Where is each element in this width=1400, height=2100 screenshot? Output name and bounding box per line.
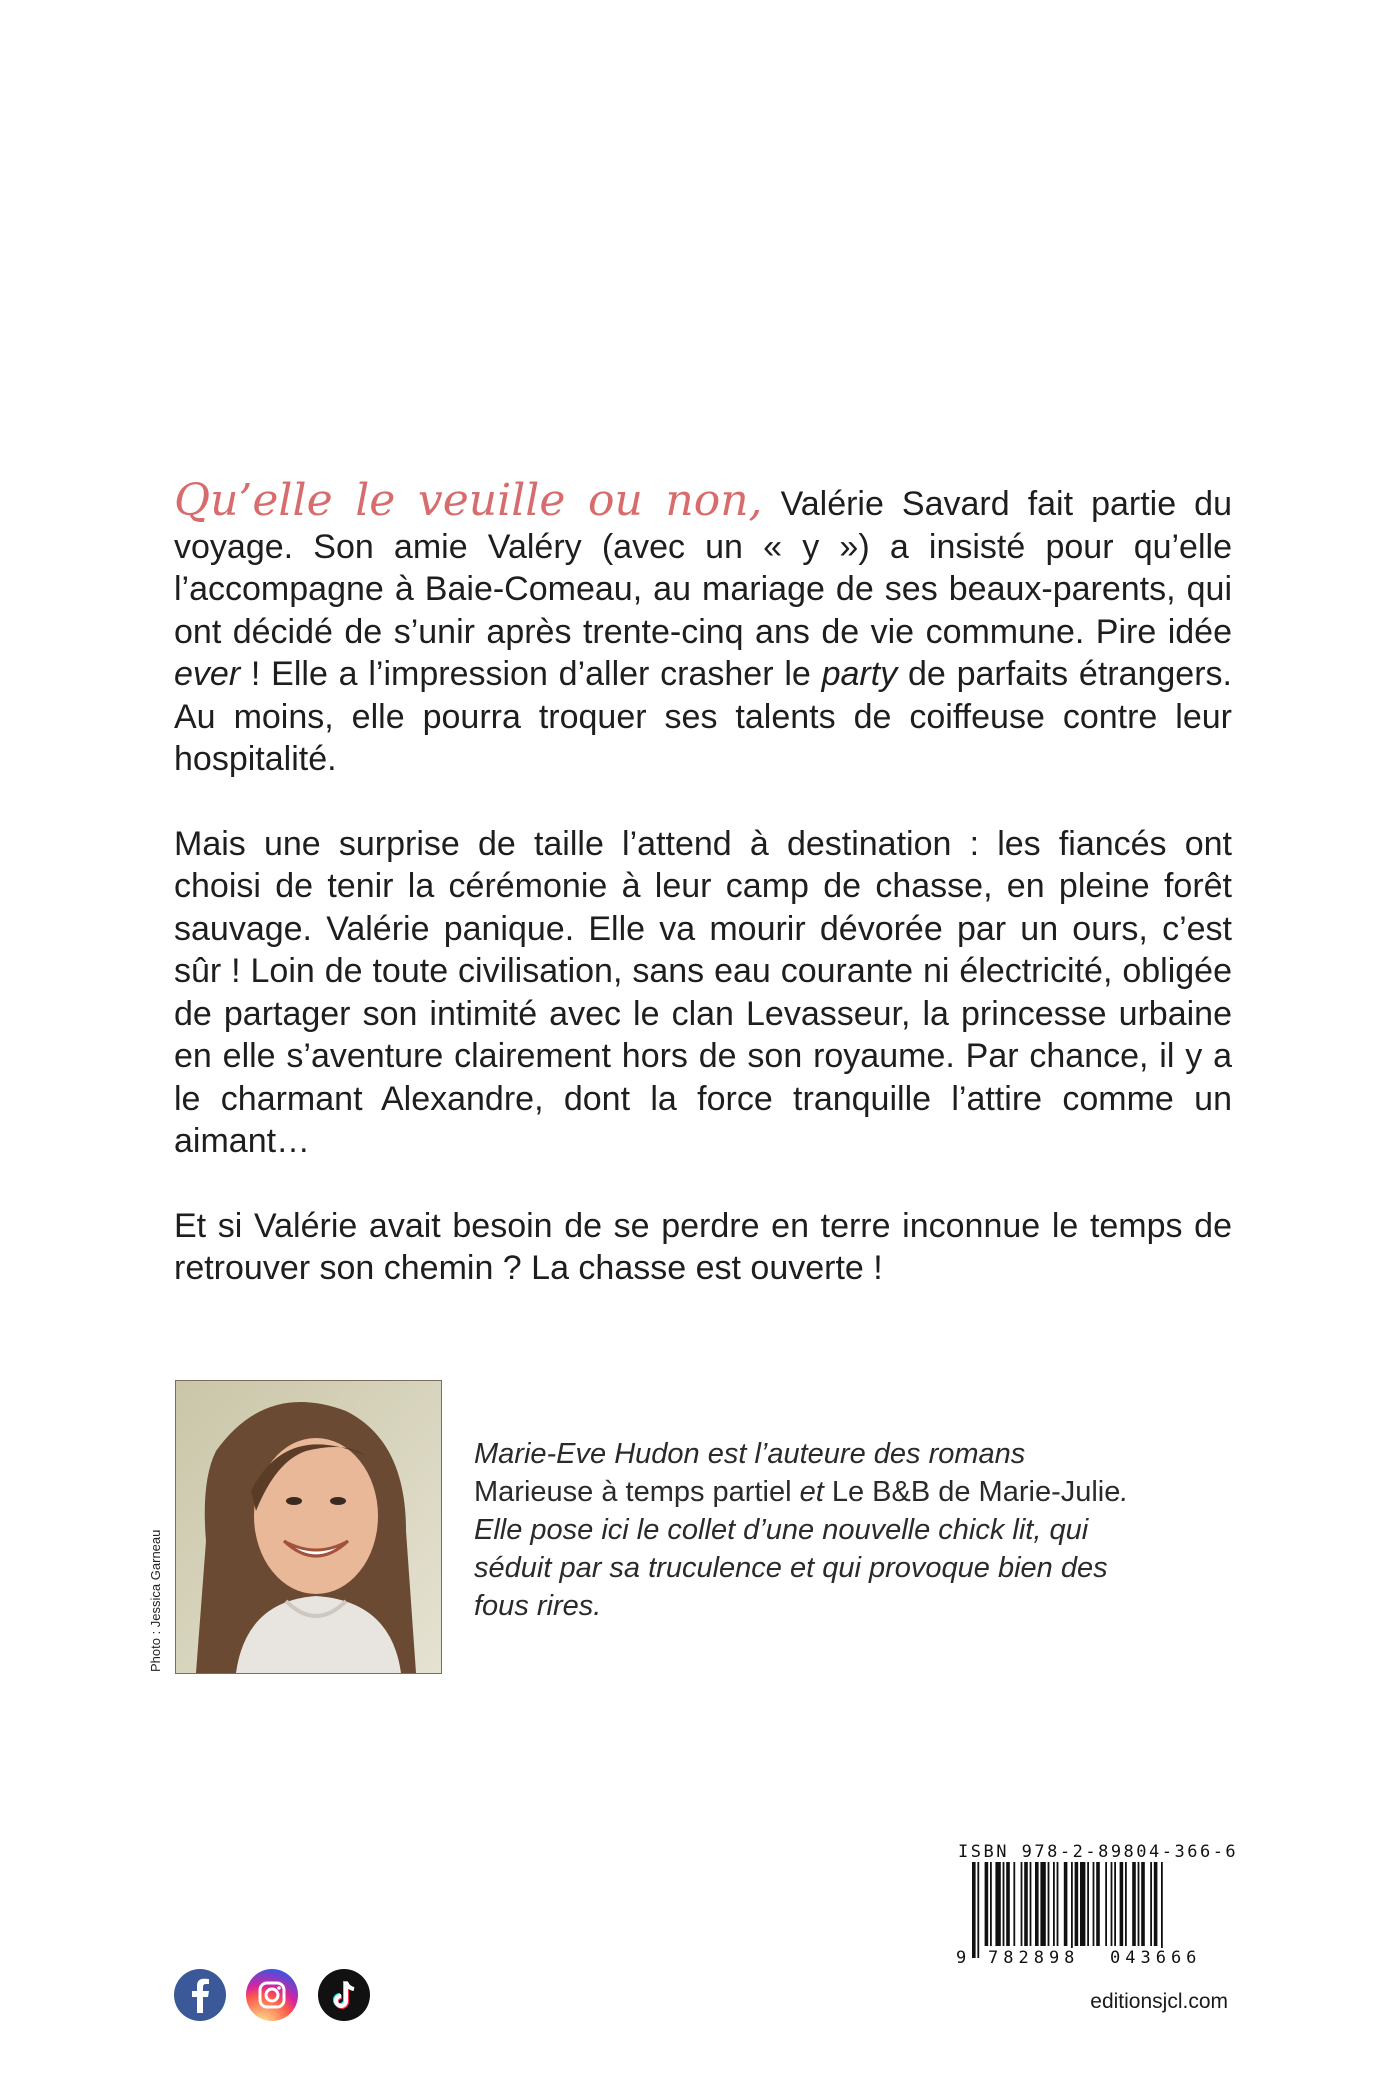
barcode-bar: [1013, 1862, 1015, 1946]
barcode-bar: [1132, 1862, 1136, 1946]
facebook-icon[interactable]: [174, 1969, 226, 2021]
barcode-bar: [972, 1862, 976, 1958]
isbn-barcode: [958, 1862, 1228, 1958]
barcode-bar: [1064, 1862, 1068, 1946]
barcode-bar: [1057, 1862, 1059, 1946]
barcode-bar: [1125, 1862, 1127, 1946]
bio-book-title: Marieuse à temps partiel: [474, 1476, 792, 1508]
barcode-lead-digit: 9: [956, 1948, 967, 1968]
blurb-italic-word: party: [821, 655, 898, 693]
bio-text: Marie-Eve Hudon est l’auteure des romans: [474, 1438, 1026, 1470]
barcode-bar: [1024, 1862, 1028, 1946]
barcode-bar: [990, 1862, 992, 1946]
barcode-bar: [1003, 1862, 1005, 1946]
bio-book-title: Le B&B de Marie-Julie: [831, 1476, 1121, 1508]
blurb-lead-phrase: Qu’elle le veuille ou non,: [174, 475, 763, 526]
barcode-bar: [1150, 1862, 1152, 1946]
publisher-website[interactable]: editionsjcl.com: [1090, 1990, 1228, 2013]
barcode-bar: [1161, 1862, 1163, 1958]
barcode-bar: [1075, 1862, 1079, 1946]
barcode-bar: [1114, 1862, 1116, 1946]
blurb-paragraph-1: [174, 475, 1232, 781]
barcode-bar: [985, 1862, 989, 1946]
blurb-text: Valérie Savard fait partie du voyage. Son amie Valéry (avec un « y ») a insisté pour qu’elle l’accompagne à Baie-Comeau, au mariage de ses beaux-parents, qui ont décidé de s’unir après trente-cinq ans de vie commune. Pire idée: [174, 485, 1232, 651]
barcode-bar: [1120, 1862, 1124, 1946]
barcode-group-left: 782898: [988, 1948, 1080, 1968]
barcode-bar: [1087, 1862, 1089, 1946]
barcode-bar: [1053, 1862, 1055, 1946]
blurb-text: de parfaits étrangers. Au moins, elle pourra troquer ses talents de coiffeuse contre leur hospitalité.: [174, 655, 1232, 778]
blurb-text: ! Elle a l’impression d’aller crasher le: [240, 655, 822, 693]
instagram-icon[interactable]: [246, 1969, 298, 2021]
author-photo: [175, 1380, 442, 1674]
bio-text: et: [791, 1476, 832, 1508]
barcode-bar: [1105, 1862, 1107, 1946]
barcode-bar: [1080, 1862, 1085, 1946]
bio-text: . Elle pose ici le collet d’une nouvelle chick lit, qui séduit par sa truculence et qui provoque bien des fous rires.: [474, 1476, 1129, 1622]
blurb-italic-word: ever: [174, 655, 241, 693]
barcode-bar: [977, 1862, 979, 1958]
blurb-paragraph-2: Mais une surprise de taille l’attend à destination : les fiancés ont choisi de tenir la cérémonie à leur camp de chasse, en pleine forêt sauvage. Valérie panique. Elle va mourir dévorée par un ours, c’est sûr ! Loin de toute civilisation, sans eau courante ni électricité, obligée de partager son intimité avec le clan Levasseur, la princesse urbaine en elle s’aventure clairement hors de son royaume. Par chance, il y a le charmant Alexandre, dont la force tranquille l’attire comme un aimant…: [174, 824, 1232, 1160]
barcode-bar: [1006, 1862, 1010, 1946]
barcode-bar: [1093, 1862, 1095, 1946]
barcode-bar: [1141, 1862, 1145, 1946]
barcode-bar: [1138, 1862, 1140, 1946]
barcode-bar: [1111, 1862, 1113, 1946]
photo-credit: Photo : Jessica Garneau: [148, 1529, 163, 1672]
barcode-bar: [1030, 1862, 1032, 1946]
barcode-bar: [1035, 1862, 1039, 1946]
author-bio: [474, 1435, 1134, 1625]
back-cover-blurb: [174, 475, 1232, 1332]
social-icons: [174, 1969, 370, 2021]
barcode-bar: [995, 1862, 1000, 1946]
barcode-bar: [1154, 1862, 1158, 1946]
barcode-bar: [1096, 1862, 1100, 1946]
barcode-bar: [1021, 1862, 1023, 1946]
barcode-bar: [1040, 1862, 1045, 1946]
barcode-bar: [1071, 1862, 1073, 1958]
barcode-group-right: 043666: [1110, 1948, 1202, 1968]
barcode-bar: [1048, 1862, 1050, 1946]
isbn-label: ISBN 978-2-89804-366-6: [958, 1842, 1239, 1862]
blurb-paragraph-3: Et si Valérie avait besoin de se perdre en terre inconnue le temps de retrouver son chemin ? La chasse est ouverte !: [174, 1206, 1232, 1287]
tiktok-icon[interactable]: [318, 1969, 370, 2021]
